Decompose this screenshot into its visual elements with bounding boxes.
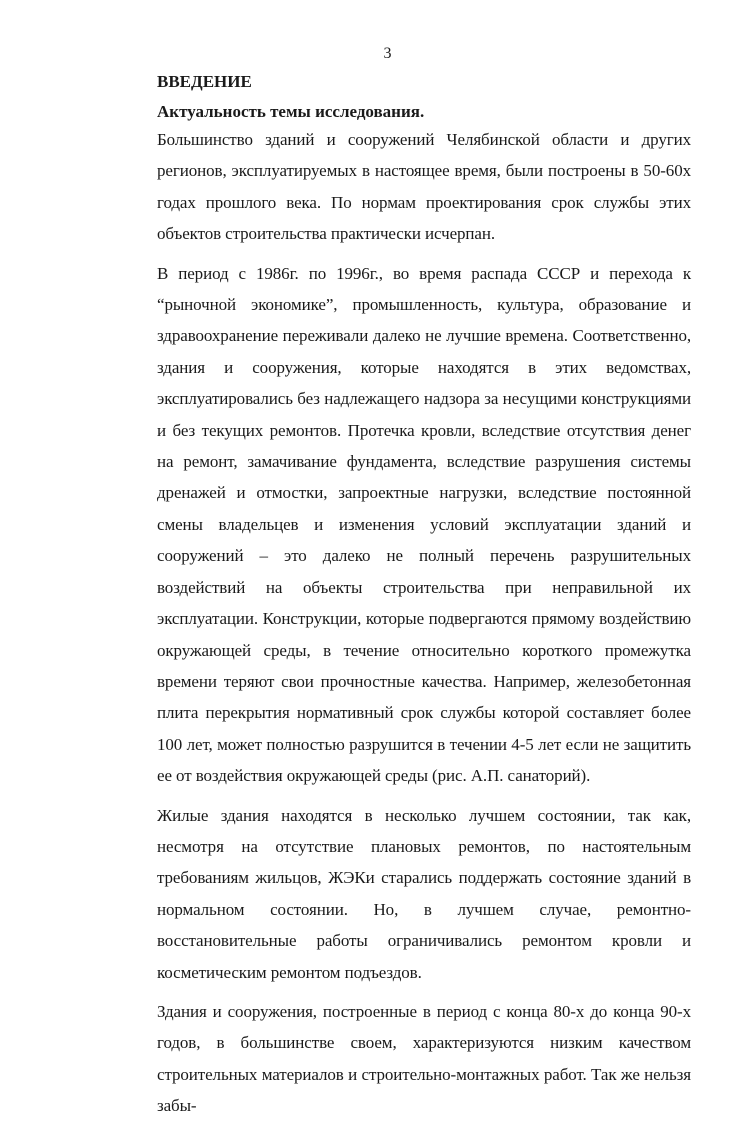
paragraph-3: Жилые здания находятся в несколько лучшем состоянии, так как, несмотря на отсутствие плановых ремонтов, по настоятельным требованиям жильцов, ЖЭКи старались поддержать состояние зданий в нормальном состоянии. Но, в лучшем случае, ремонтно-восстановительные работы ограничивались ремонтом кровли и косметическим ремонтом подъездов. [157, 805, 691, 982]
paragraph-2: В период с 1986г. по 1996г., во время распада СССР и перехода к “рыночной экономике”, промышленность, культура, образование и здравоохранение переживали далеко не лучшие времена. Соответственно, здания и сооружения, которые находятся в этих ведомствах, эксплуатировались без надлежащего надзора за несущими конструкциями и без текущих ремонтов. Протечка кровли, вследствие отсутствия денег на ремонт, замачивание фундамента, вследствие разрушения системы дренажей и отмостки, запроектные нагрузки, вследствие постоянной смены владельцев и изменения условий эксплуатации зданий и сооружений – это далеко не полный перечень разрушительных воздействий на объекты строительства при неправильной их эксплуатации. Конструкции, которые подвергаются прямому воздействию окружающей среды, в течение относительно короткого промежутка времени теряют свои прочностные качества. Например, железобетонная плита перекрытия нормативный срок службы которой составляет более 100 лет, может полностью разрушится в течении 4-5 лет если не защитить ее от воздействия окружающей среды (рис. А.П. санаторий). [157, 263, 691, 786]
page-number: 3 [383, 45, 392, 62]
paragraph-1: Большинство зданий и сооружений Челябинской области и других регионов, эксплуатируемых в настоящее время, были построены в 50-60х годах прошлого века. По нормам проектирования срок службы этих объектов строительства практически исчерпан. [157, 130, 691, 244]
section-subheading: Актуальность темы исследования. [157, 102, 425, 121]
section-heading: ВВЕДЕНИЕ [157, 72, 252, 91]
document-body [157, 70, 691, 1122]
paragraph-4: Здания и сооружения, построенные в период с конца 80-х до конца 90-х годов, в большинстве своем, характеризуются низким качеством строительных материалов и строительно-монтажных работ. Так же нельзя забы- [157, 1001, 691, 1116]
